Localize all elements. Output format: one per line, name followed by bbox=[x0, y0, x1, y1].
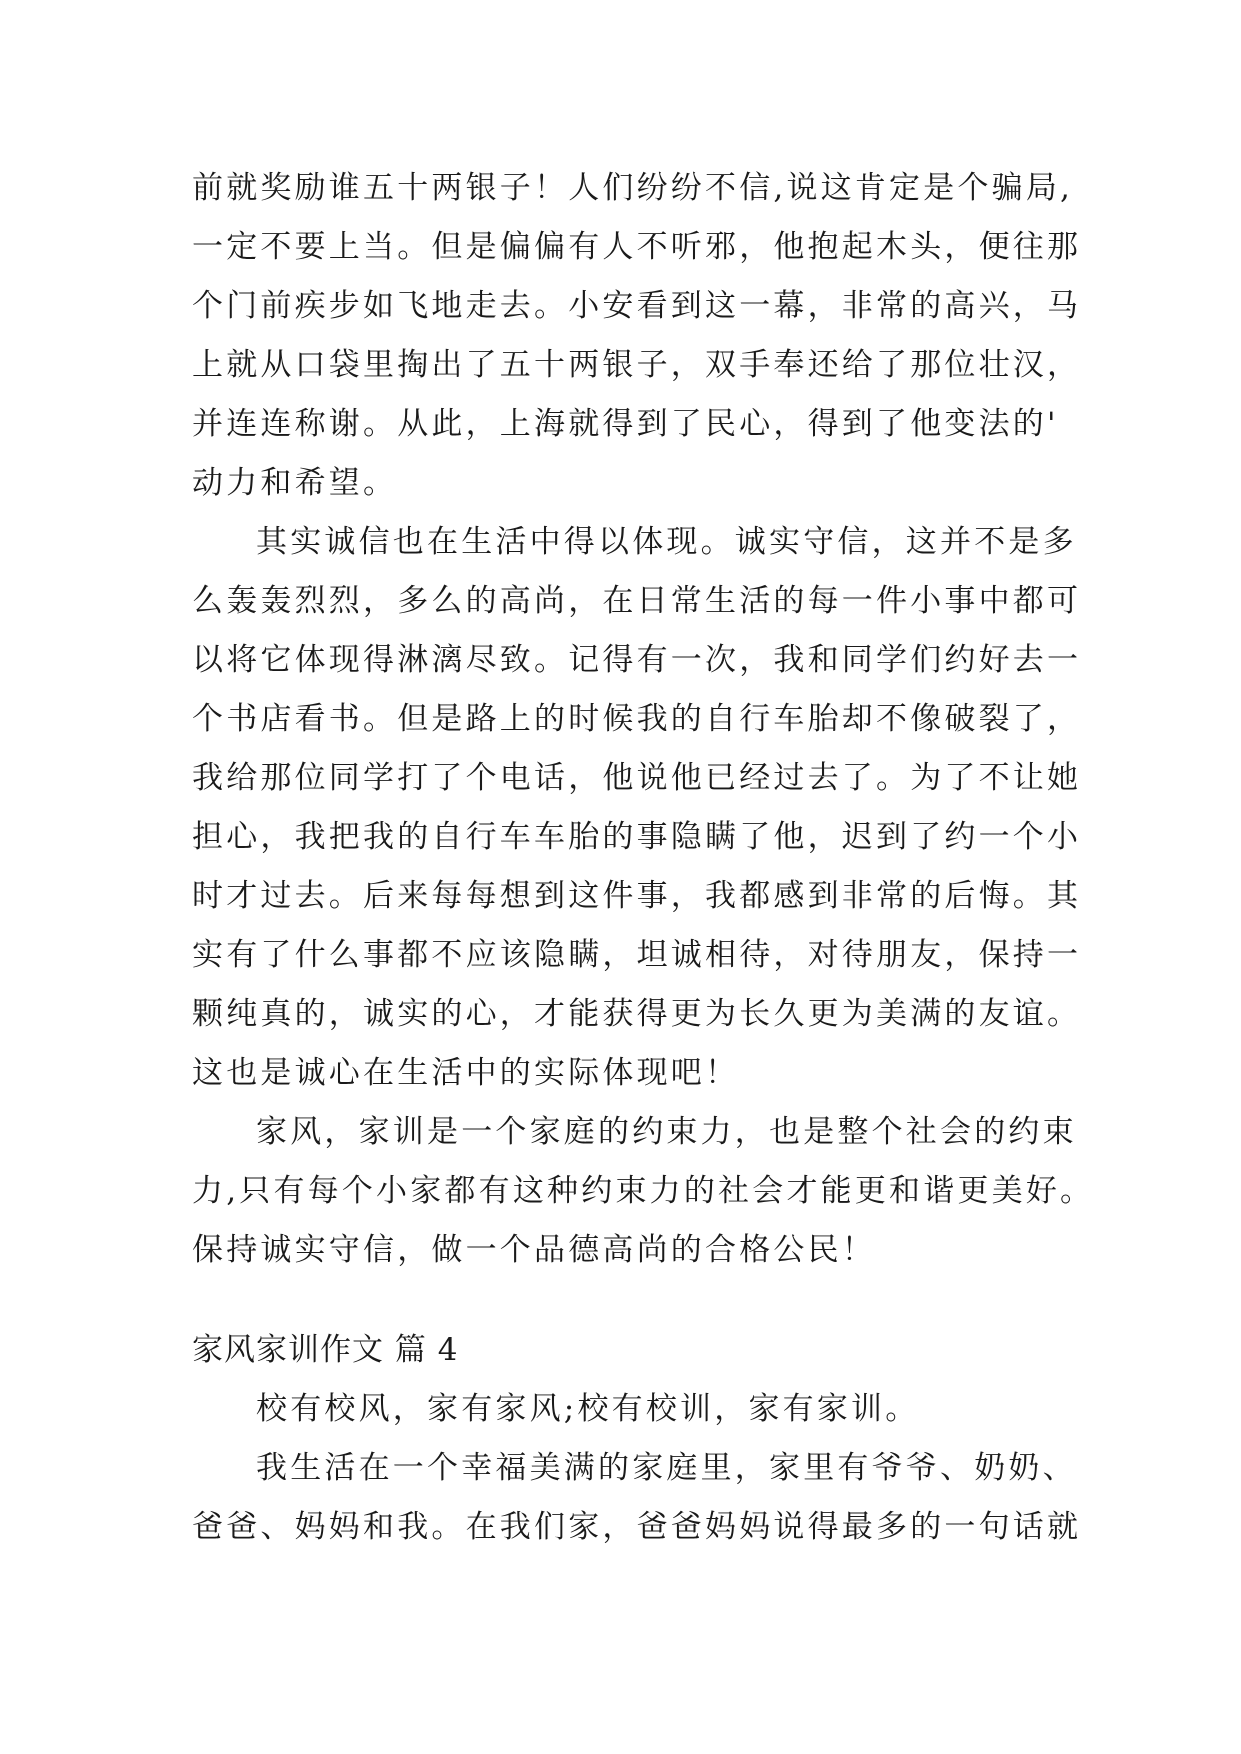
paragraph-1-line-1: 前就奖励谁五十两银子！人们纷纷不信,说这肯定是个骗局, bbox=[192, 170, 1074, 206]
paragraph-2-line-2: 么轰轰烈烈，多么的高尚，在日常生活的每一件小事中都可 bbox=[192, 583, 1082, 619]
paragraph-3-line-1: 家风，家训是一个家庭的约束力，也是整个社会的约束 bbox=[256, 1114, 1077, 1150]
paragraph-1-line-2: 一定不要上当。但是偏偏有人不听邪，他抱起木头，便往那 bbox=[192, 229, 1082, 265]
paragraph-4-line-1: 校有校风，家有家风;校有校训，家有家训。 bbox=[256, 1391, 920, 1427]
paragraph-1-line-3: 个门前疾步如飞地走去。小安看到这一幕，非常的高兴，马 bbox=[192, 288, 1082, 324]
paragraph-2-line-6: 担心，我把我的自行车车胎的事隐瞒了他，迟到了约一个小 bbox=[192, 819, 1082, 855]
paragraph-2-line-8: 实有了什么事都不应该隐瞒，坦诚相待，对待朋友，保持一 bbox=[192, 937, 1082, 973]
paragraph-2-line-10: 这也是诚心在生活中的实际体现吧！ bbox=[192, 1055, 740, 1091]
paragraph-5-line-1: 我生活在一个幸福美满的家庭里，家里有爷爷、奶奶、 bbox=[256, 1450, 1077, 1486]
paragraph-1-line-6: 动力和希望。 bbox=[192, 465, 398, 501]
paragraph-2-line-5: 我给那位同学打了个电话，他说他已经过去了。为了不让她 bbox=[192, 760, 1082, 796]
paragraph-2-line-4: 个书店看书。但是路上的时候我的自行车胎却不像破裂了， bbox=[192, 701, 1082, 737]
paragraph-2-line-1: 其实诚信也在生活中得以体现。诚实守信，这并不是多 bbox=[256, 524, 1077, 560]
paragraph-1-line-5: 并连连称谢。从此，上海就得到了民心，得到了他变法的' bbox=[192, 406, 1059, 442]
paragraph-2-line-3: 以将它体现得淋漓尽致。记得有一次，我和同学们约好去一 bbox=[192, 642, 1082, 678]
paragraph-1-line-4: 上就从口袋里掏出了五十两银子，双手奉还给了那位壮汉， bbox=[192, 347, 1082, 383]
paragraph-2-line-7: 时才过去。后来每每想到这件事，我都感到非常的后悔。其 bbox=[192, 878, 1082, 914]
paragraph-3-line-2: 力,只有每个小家都有这种约束力的社会才能更和谐更美好。 bbox=[192, 1173, 1095, 1209]
paragraph-5-line-2: 爸爸、妈妈和我。在我们家，爸爸妈妈说得最多的一句话就 bbox=[192, 1509, 1082, 1545]
section-heading: 家风家训作文 篇 4 bbox=[192, 1332, 459, 1368]
paragraph-3-line-3: 保持诚实守信，做一个品德高尚的合格公民！ bbox=[192, 1232, 876, 1268]
paragraph-2-line-9: 颗纯真的，诚实的心，才能获得更为长久更为美满的友谊。 bbox=[192, 996, 1082, 1032]
